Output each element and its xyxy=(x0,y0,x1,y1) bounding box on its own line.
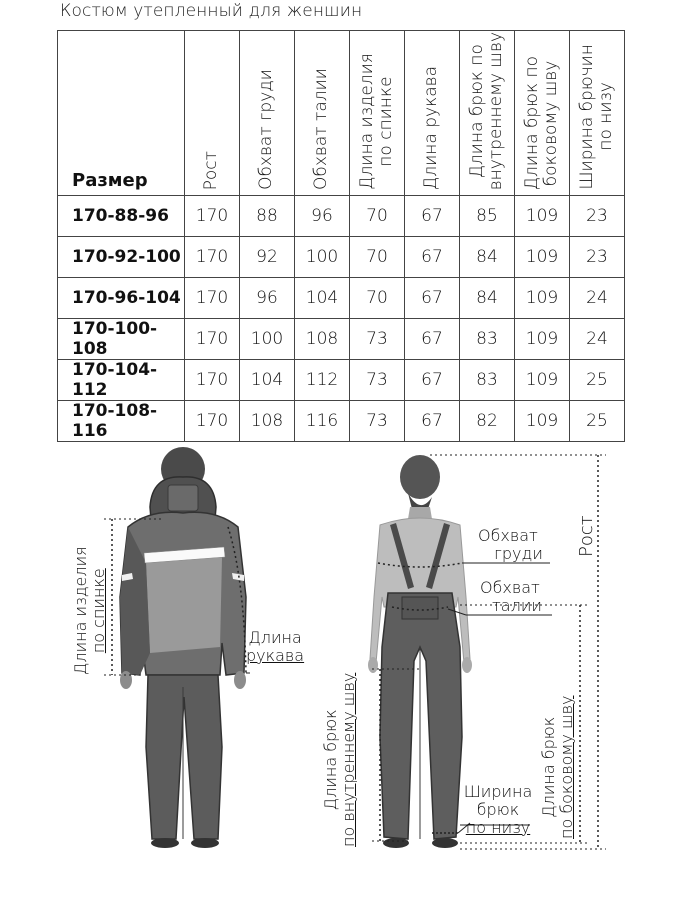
measurement-cell: 109 xyxy=(515,319,570,360)
measurement-cell: 88 xyxy=(240,196,295,237)
column-header-line: боковому шву xyxy=(541,60,561,186)
measurement-cell: 85 xyxy=(460,196,515,237)
size-table xyxy=(57,30,625,442)
measurement-cell: 170 xyxy=(185,278,240,319)
measurement-cell: 24 xyxy=(570,278,625,319)
label-line: Ширина xyxy=(463,782,533,801)
column-header xyxy=(185,31,240,196)
table-header-row xyxy=(58,31,625,196)
table-row xyxy=(58,319,625,360)
measurement-diagram xyxy=(0,447,679,896)
measurement-cell: 84 xyxy=(460,278,515,319)
measurement-cell: 109 xyxy=(515,278,570,319)
measurement-cell: 170 xyxy=(185,196,240,237)
back-view-figure xyxy=(104,447,250,848)
column-header xyxy=(515,31,570,196)
label-line: Обхват xyxy=(480,578,540,597)
measurement-cell: 82 xyxy=(460,401,515,442)
column-header xyxy=(570,31,625,196)
measurement-cell: 67 xyxy=(405,196,460,237)
measurement-cell: 25 xyxy=(570,360,625,401)
label-line: Обхват xyxy=(478,526,538,545)
label-line: рукава xyxy=(246,646,305,665)
label-outseam xyxy=(540,696,576,840)
measurement-cell: 170 xyxy=(185,401,240,442)
measurement-cell: 112 xyxy=(295,360,350,401)
measurement-cell: 67 xyxy=(405,360,460,401)
label-line: груди xyxy=(494,544,543,563)
column-header xyxy=(295,31,350,196)
column-header xyxy=(460,31,515,196)
column-header-line: Обхват талии xyxy=(311,68,331,190)
measurement-cell: 70 xyxy=(350,278,405,319)
measurement-cell: 109 xyxy=(515,360,570,401)
label-chest xyxy=(478,527,543,563)
measurement-cell: 67 xyxy=(405,237,460,278)
measurement-cell: 67 xyxy=(405,278,460,319)
measurement-cell: 84 xyxy=(460,237,515,278)
measurement-cell: 23 xyxy=(570,196,625,237)
measurement-cell: 73 xyxy=(350,401,405,442)
measurement-cell: 96 xyxy=(240,278,295,319)
measurement-cell: 109 xyxy=(515,196,570,237)
measurement-cell: 73 xyxy=(350,360,405,401)
label-hem-width xyxy=(462,783,534,837)
label-line: Длина брюк xyxy=(539,716,558,818)
size-cell: 170-108-116 xyxy=(58,401,185,442)
measurement-cell: 116 xyxy=(295,401,350,442)
column-header-line: Длина брюк по xyxy=(522,55,542,190)
column-header-line: Длина рукава xyxy=(421,66,441,190)
label-line: Длина xyxy=(248,628,302,647)
column-header-label xyxy=(468,32,506,190)
column-header-label xyxy=(578,44,616,190)
label-line: Рост xyxy=(576,515,597,557)
table-row xyxy=(58,360,625,401)
measurement-cell: 104 xyxy=(295,278,350,319)
column-header xyxy=(240,31,295,196)
measurement-cell: 100 xyxy=(240,319,295,360)
column-header-line: по спинке xyxy=(376,76,396,167)
column-header-line: по низу xyxy=(596,82,616,152)
column-header-label xyxy=(312,68,331,190)
column-header-label xyxy=(422,66,441,190)
label-line: талии xyxy=(492,596,542,615)
label-back-length xyxy=(72,546,108,675)
measurement-cell: 96 xyxy=(295,196,350,237)
column-header xyxy=(405,31,460,196)
measurement-cell: 100 xyxy=(295,237,350,278)
label-line: брюк xyxy=(476,800,520,819)
label-line: по боковому шву xyxy=(557,695,576,839)
size-cell: 170-104-112 xyxy=(58,360,185,401)
size-cell: 170-96-104 xyxy=(58,278,185,319)
measurement-cell: 92 xyxy=(240,237,295,278)
measurement-cell: 70 xyxy=(350,237,405,278)
measurement-cell: 170 xyxy=(185,360,240,401)
table-row xyxy=(58,196,625,237)
table-row xyxy=(58,237,625,278)
column-header-label xyxy=(257,69,276,190)
measurement-cell: 70 xyxy=(350,196,405,237)
label-line: по внутреннему шву xyxy=(339,672,358,847)
measurement-cell: 108 xyxy=(240,401,295,442)
measurement-cell: 83 xyxy=(460,319,515,360)
measurement-cell: 104 xyxy=(240,360,295,401)
measurement-cell: 109 xyxy=(515,237,570,278)
label-line: Длина изделия xyxy=(71,546,90,675)
measurement-cell: 67 xyxy=(405,401,460,442)
table-body xyxy=(58,196,625,442)
measurement-cell: 25 xyxy=(570,401,625,442)
table-row xyxy=(58,401,625,442)
label-waist xyxy=(480,579,542,615)
column-header-label xyxy=(202,151,221,190)
column-header-label xyxy=(523,56,561,190)
page-title: Костюм утепленный для женшин xyxy=(60,1,363,21)
size-cell: 170-92-100 xyxy=(58,237,185,278)
label-line: Длина брюк xyxy=(321,709,340,811)
measurement-cell: 24 xyxy=(570,319,625,360)
measurement-cell: 109 xyxy=(515,401,570,442)
label-inseam xyxy=(322,673,358,847)
label-line: по спинке xyxy=(89,568,108,654)
measurement-cell: 83 xyxy=(460,360,515,401)
measurement-cell: 108 xyxy=(295,319,350,360)
label-height xyxy=(578,515,596,557)
size-column-header: Размер xyxy=(58,31,185,196)
size-cell: 170-88-96 xyxy=(58,196,185,237)
column-header-label xyxy=(358,53,396,190)
column-header-line: Ширина брючин xyxy=(577,44,597,190)
column-header-line: Длина брюк по xyxy=(467,43,487,178)
column-header-line: Длина изделия xyxy=(357,53,377,190)
label-line: по низу xyxy=(465,818,531,837)
column-header xyxy=(350,31,405,196)
column-header-line: Обхват груди xyxy=(256,69,276,190)
column-header-line: Рост xyxy=(201,150,221,190)
size-cell: 170-100-108 xyxy=(58,319,185,360)
label-sleeve-length xyxy=(246,629,304,665)
measurement-cell: 170 xyxy=(185,237,240,278)
measurement-cell: 73 xyxy=(350,319,405,360)
measurement-cell: 23 xyxy=(570,237,625,278)
measurement-cell: 67 xyxy=(405,319,460,360)
column-header-line: внутреннему шву xyxy=(486,31,506,190)
measurement-cell: 170 xyxy=(185,319,240,360)
table-row xyxy=(58,278,625,319)
